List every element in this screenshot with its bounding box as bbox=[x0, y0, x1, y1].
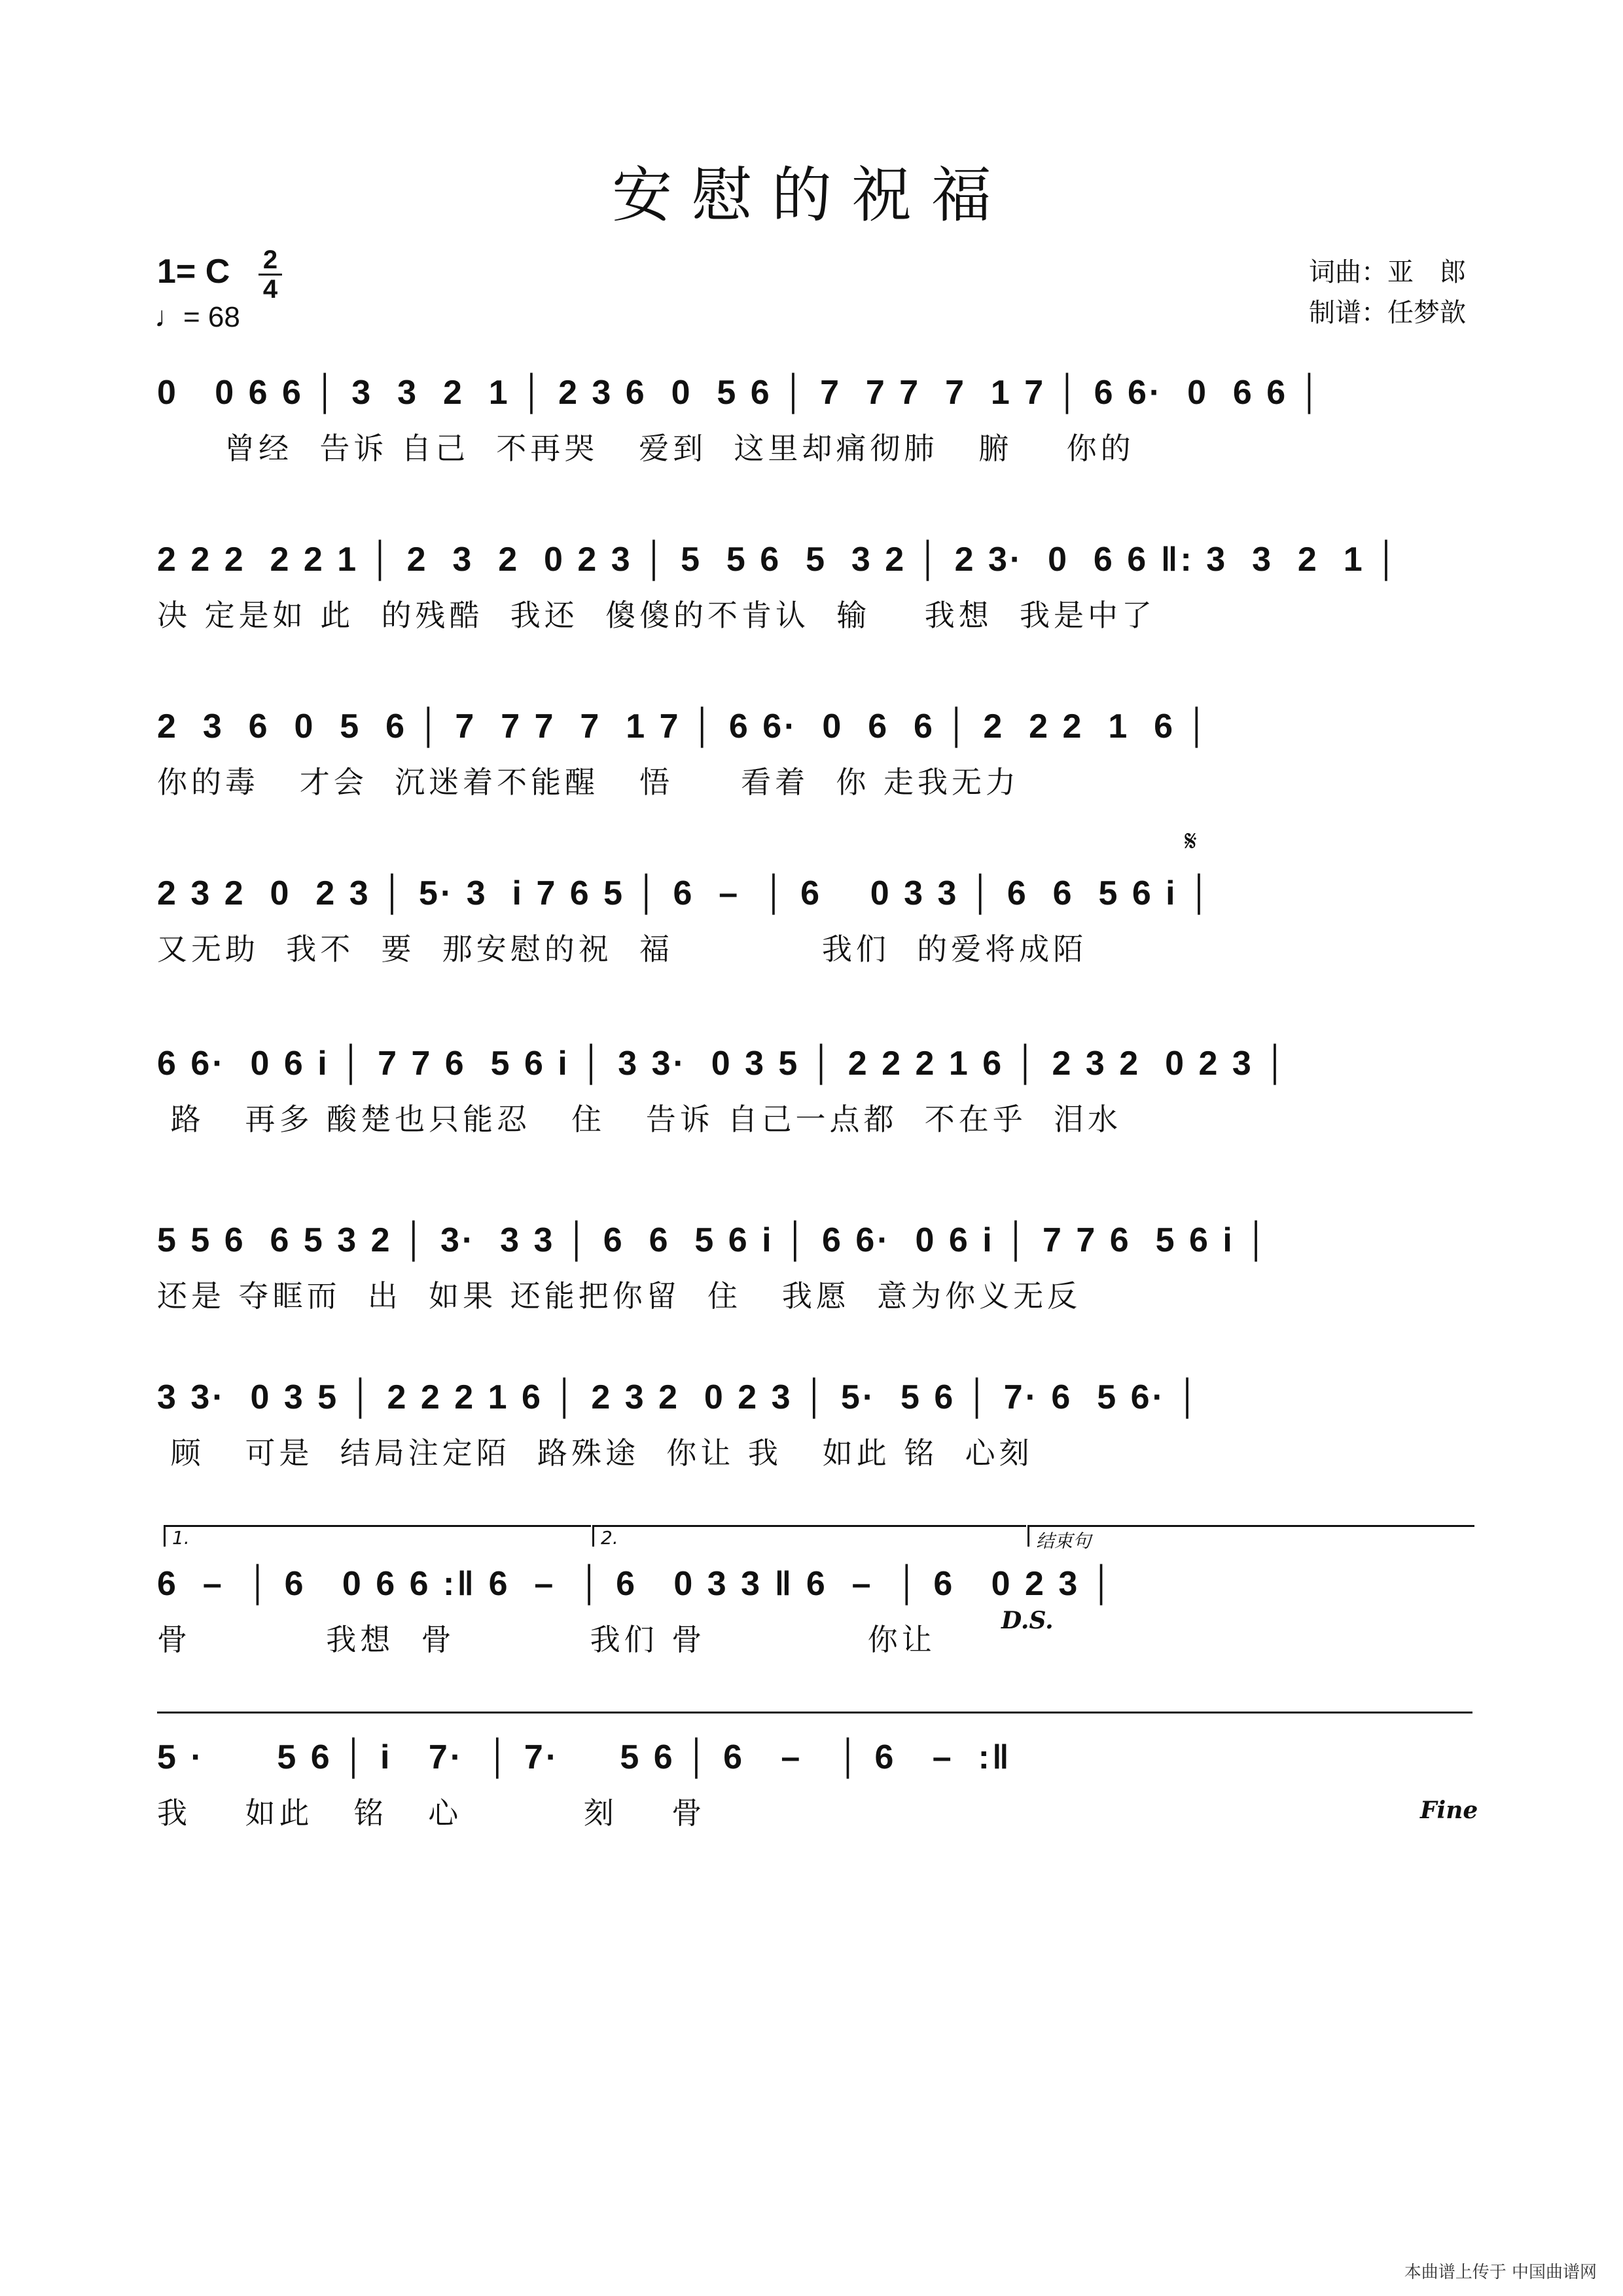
lyric-line: 顾 可是 结局注定陌 路殊途 你让 我 如此 铭 心刻 bbox=[157, 1435, 1033, 1471]
section-divider bbox=[157, 1712, 1472, 1713]
notation-line: 2 2 2 2 2 1 │ 2 3 2 0 2 3 │ 5 5 6 5 3 2 │ 2 3· 0 6 6 ‖: 3 3 2 1 │ bbox=[157, 541, 1401, 579]
notation-line: 5 · 5 6 │ i 7· │ 7· 5 6 │ 6 – │ 6 – :‖ bbox=[157, 1738, 1012, 1776]
key-signature: 1= C bbox=[157, 253, 230, 291]
time-signature bbox=[259, 247, 282, 302]
transcriber: 制谱：任梦歆 bbox=[1309, 298, 1466, 328]
notation-line: 6 – │ 6 0 6 6 :‖ 6 – │ 6 0 3 3 ‖ 6 – │ 6 0 2 3 │ bbox=[157, 1565, 1116, 1603]
credits bbox=[1309, 252, 1466, 333]
time-signature-bottom: 4 bbox=[262, 275, 278, 304]
fine-marker: Fine bbox=[1420, 1797, 1478, 1824]
time-signature-top: 2 bbox=[262, 245, 278, 274]
lyric-line: 路 再多 酸楚也只能忍 住 告诉 自己一点都 不在乎 泪水 bbox=[157, 1102, 1122, 1137]
volta-first-ending: 1. bbox=[164, 1525, 591, 1547]
page-title: 安慰的祝福 bbox=[611, 160, 1011, 230]
notation-line: 3 3· 0 3 5 │ 2 2 2 1 6 │ 2 3 2 0 2 3 │ 5· 5 6 │ 7· 6 5 6· │ bbox=[157, 1378, 1202, 1416]
segno-sign: 𝄋 bbox=[1185, 825, 1197, 858]
tempo-marking: ♩= 68 bbox=[154, 301, 240, 333]
notation-line: 6 6· 0 6 i │ 7 7 6 5 6 i │ 3 3· 0 3 5 │ 2 2 2 1 6 │ 2 3 2 0 2 3 │ bbox=[157, 1045, 1290, 1083]
lyric-line: 你的毒 才会 沉迷着不能醒 悟 看着 你 走我无力 bbox=[157, 764, 1020, 800]
lyric-line: 骨 我想 骨 我们 骨 你让 bbox=[157, 1622, 936, 1657]
lyric-line: 我 如此 铭 心 刻 骨 bbox=[157, 1795, 706, 1831]
volta-second-ending: 2. bbox=[592, 1525, 1026, 1547]
notation-line: 0 0 6 6 │ 3 3 2 1 │ 2 3 6 0 5 6 │ 7 7 7 7 1 7 │ 6 6· 0 6 6 │ bbox=[157, 374, 1325, 412]
dal-segno-marker: D.S. bbox=[1001, 1607, 1054, 1634]
lyric-line: 还是 夺眶而 出 如果 还能把你留 住 我愿 意为你义无反 bbox=[157, 1278, 1082, 1314]
lyricist-composer: 词曲：亚 郎 bbox=[1309, 257, 1466, 287]
lyric-line: 又无助 我不 要 那安慰的祝 福 我们 的爱将成陌 bbox=[157, 931, 1088, 967]
notation-line: 2 3 6 0 5 6 │ 7 7 7 7 1 7 │ 6 6· 0 6 6 │ 2 2 2 1 6 │ bbox=[157, 708, 1211, 745]
volta-ending-phrase: 结束句 bbox=[1027, 1525, 1474, 1547]
lyric-line: 曾经 告诉 自己 不再哭 爱到 这里却痛彻肺 腑 你的 bbox=[157, 431, 1135, 466]
notation-line: 5 5 6 6 5 3 2 │ 3· 3 3 │ 6 6 5 6 i │ 6 6· 0 6 i │ 7 7 6 5 6 i │ bbox=[157, 1221, 1271, 1259]
footer-watermark: 本曲谱上传于 中国曲谱网 bbox=[1404, 2263, 1597, 2282]
notation-line: 2 3 2 0 2 3 │ 5· 3 i 7 6 5 │ 6 – │ 6 0 3 3 │ 6 6 5 6 i │ bbox=[157, 874, 1214, 912]
lyric-line: 决 定是如 此 的残酷 我还 傻傻的不肯认 输 我想 我是中了 bbox=[157, 598, 1156, 633]
